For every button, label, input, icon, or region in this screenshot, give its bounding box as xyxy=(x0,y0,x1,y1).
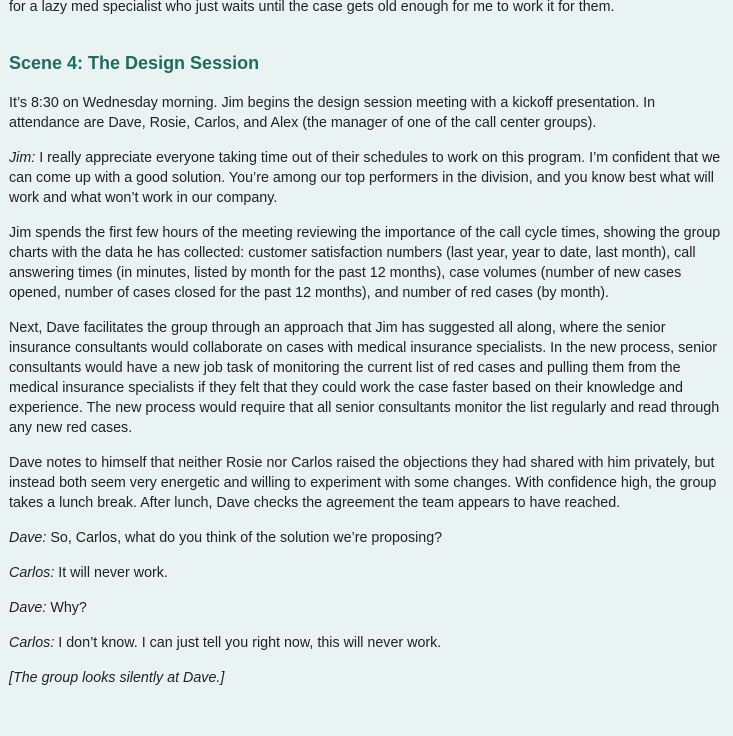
dialogue-line xyxy=(9,633,725,653)
dialogue-line xyxy=(9,563,725,583)
dialogue-text: Why? xyxy=(46,600,87,616)
speaker-label: Dave: xyxy=(9,530,47,546)
dialogue-text: So, Carlos, what do you think of the solution we’re proposing? xyxy=(46,530,443,546)
dialogue-text: I don’t know. I can just tell you right now, this will never work. xyxy=(54,635,442,651)
paragraph-intro: It’s 8:30 on Wednesday morning. Jim begins the design session meeting with a kickoff presentation. In attendance are Dave, Rosie, Carlos, and Alex (the manager of one of the call center groups). xyxy=(9,95,656,131)
speaker-label: Carlos: xyxy=(9,565,55,581)
paragraph-fragment: for a lazy med specialist who just waits until the case gets old enough for me to work it for them. xyxy=(9,0,615,15)
dialogue-line xyxy=(9,528,725,548)
document-content xyxy=(9,0,725,703)
speaker-label: Jim: xyxy=(9,150,36,166)
scene-heading: Scene 4: The Design Session xyxy=(9,53,260,73)
speaker-label: Dave: xyxy=(9,600,47,616)
dialogue-line xyxy=(9,598,725,618)
speaker-label: Carlos: xyxy=(9,635,55,651)
paragraph-jim-quote xyxy=(9,148,725,208)
dialogue-text: It will never work. xyxy=(54,565,168,581)
stage-direction: [The group looks silently at Dave.] xyxy=(9,670,225,686)
paragraph-approach: Next, Dave facilitates the group through an approach that Jim has suggested all along, where the senior insurance consultants would collaborate on cases with medical insurance specialists. In the new process, senior consultants would have a new job task of monitoring the current list of red cases and pulling them from the medical insurance specialists if they felt that they could work the case faster based on their knowledge and experience. The new process would require that all senior consultants monitor the list regularly and read through any new red cases. xyxy=(9,320,720,436)
paragraph-notes: Dave notes to himself that neither Rosie nor Carlos raised the objections they had shared with him privately, but instead both seem very energetic and willing to experiment with some changes. With confidence high, the group takes a lunch break. After lunch, Dave checks the agreement the team appears to have reached. xyxy=(9,455,717,511)
paragraph-review: Jim spends the first few hours of the meeting reviewing the importance of the call cycle times, showing the group charts with the data he has collected: customer satisfaction numbers (last year, year to date, last month), call answering times (in minutes, listed by month for the past 12 months), case volumes (number of new cases opened, number of cases closed for the past 12 months), and number of red cases (by month). xyxy=(9,225,721,301)
quote-text: I really appreciate everyone taking time out of their schedules to work on this program. I’m confident that we can come up with a good solution. You’re among our top performers in the division, and you know best what will work and what won’t work in our company. xyxy=(9,150,721,206)
